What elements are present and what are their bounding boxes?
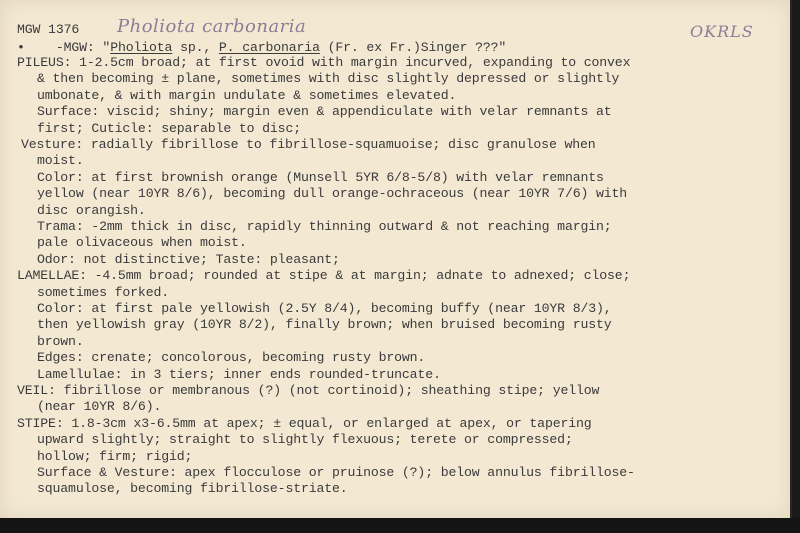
- title-species: P. carbonaria: [218, 40, 320, 55]
- description-line: Vesture: radially fibrillose to fibrillose-squamuoise; disc granulose when: [21, 137, 596, 152]
- background-strip: [0, 518, 800, 533]
- description-line: yellow (near 10YR 8/6), becoming dull orange-ochraceous (near 10YR 7/6) with: [37, 186, 628, 202]
- description-line: Surface & Vesture: apex flocculose or pruinose (?); below annulus fibrillose-: [37, 465, 635, 480]
- description-line: brown.: [37, 333, 84, 349]
- description-line: moist.: [37, 153, 84, 169]
- description-line: umbonate, & with margin undulate & sometimes elevated.: [37, 87, 457, 103]
- description-line: VEIL: fibrillose or membranous (?) (not cortinoid); sheathing stipe; yellow: [17, 383, 600, 398]
- description-line: (near 10YR 8/6).: [37, 399, 162, 415]
- description-line: pale olivaceous when moist.: [37, 235, 247, 251]
- description-line: Surface: viscid; shiny; margin even & appendiculate with velar remnants at: [37, 104, 612, 120]
- title-suffix: (Fr. ex Fr.)Singer ???": [319, 40, 507, 55]
- description-line: hollow; firm; rigid;: [37, 448, 193, 464]
- description-line: then yellowish gray (10YR 8/2), finally brown; when bruised becoming rusty: [37, 317, 612, 333]
- description-line: Trama: -2mm thick in disc, rapidly thinning outward & not reaching margin;: [37, 219, 612, 234]
- description-line: Odor: not distinctive; Taste: pleasant;: [37, 251, 340, 267]
- description-line: LAMELLAE: -4.5mm broad; rounded at stipe & at margin; adnate to adnexed; close;: [17, 268, 631, 284]
- description-line: squamulose, becoming fibrillose-striate.: [37, 481, 348, 497]
- description-line: Color: at first brownish orange (Munsell 5YR 6/8-5/8) with velar remnants: [37, 169, 604, 185]
- description-line: STIPE: 1.8-3cm x3-6.5mm at apex; ± equal, or enlarged at apex, or tapering: [17, 415, 592, 431]
- title-mid: sp.,: [172, 40, 219, 55]
- title-prefix: -MGW: ": [55, 40, 111, 55]
- description-line: upward slightly; straight to slightly flexuous; terete or compressed;: [37, 432, 573, 448]
- title-genus: Pholiota: [110, 40, 173, 55]
- description-line: disc orangish.: [37, 202, 146, 218]
- handwritten-code: OKRLS: [690, 22, 754, 41]
- description-line: sometimes forked.: [37, 284, 169, 300]
- catalog-number: MGW 1376: [17, 22, 80, 37]
- description-line: Edges: crenate; concolorous, becoming rusty brown.: [37, 350, 426, 366]
- specimen-title: [17, 40, 506, 56]
- description-line: Color: at first pale yellowish (2.5Y 8/4), becoming buffy (near 10YR 8/3),: [37, 301, 612, 316]
- description-line: & then becoming ± plane, sometimes with disc slightly depressed or slightly: [37, 71, 620, 87]
- description-line: PILEUS: 1-2.5cm broad; at first ovoid with margin incurved, expanding to convex: [17, 55, 631, 70]
- title-bullet: •: [17, 40, 25, 55]
- handwritten-species-name: Pholiota carbonaria: [117, 16, 307, 37]
- description-line: first; Cuticle: separable to disc;: [37, 120, 301, 136]
- description-line: Lamellulae: in 3 tiers; inner ends rounded-truncate.: [37, 366, 441, 382]
